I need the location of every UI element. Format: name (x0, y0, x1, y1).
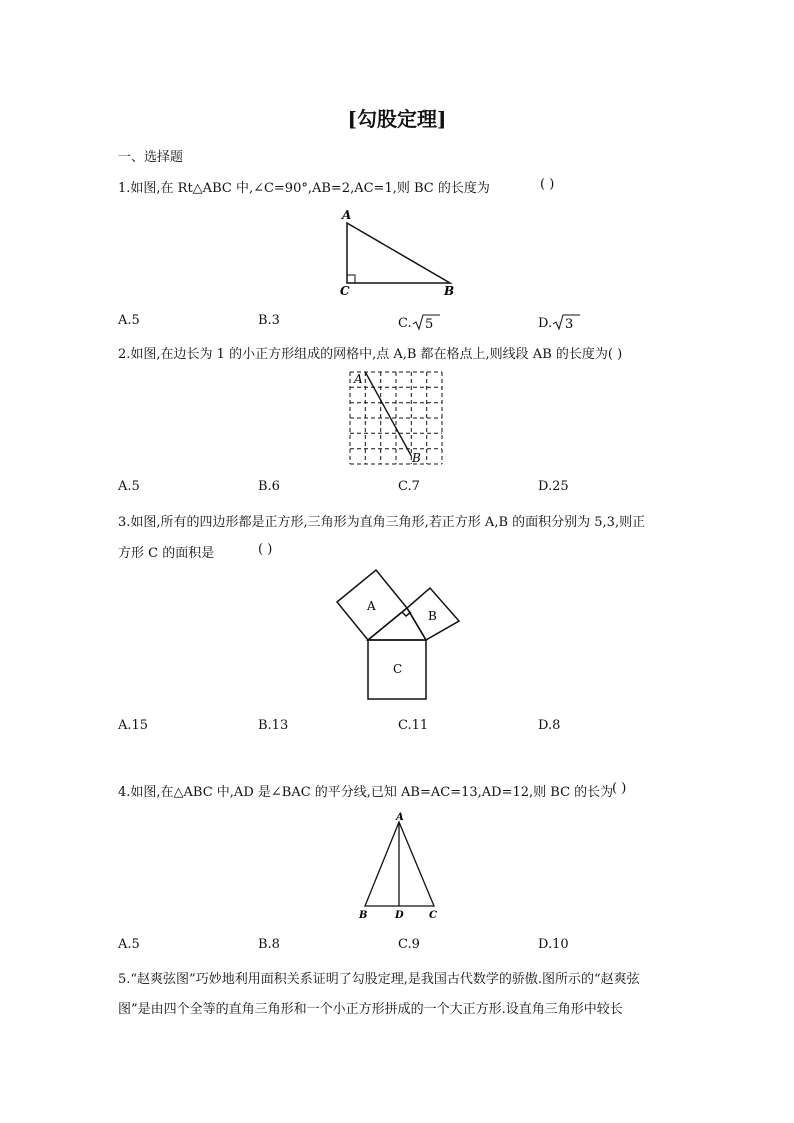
question-5-line-2: 图”是由四个全等的直角三角形和一个小正方形拼成的一个大正方形.设直角三角形中较长 (118, 1002, 623, 1017)
question-3-paren: ( ) (258, 542, 273, 557)
question-4-text: 4.如图,在△ABC 中,AD 是∠BAC 的平分线,已知 AB=AC=13,AD=12,则 BC 的长为 (118, 785, 614, 800)
right-angle-mark (347, 275, 355, 283)
q3-option-d: D.8 (538, 718, 561, 733)
right-triangle (368, 608, 426, 640)
figure-right-triangle (330, 205, 470, 300)
label-d: D (395, 910, 404, 921)
q1-option-b: B.3 (258, 313, 280, 328)
label-b: B (444, 284, 455, 298)
label-b: B (412, 451, 421, 465)
page-title: [勾股定理] (347, 107, 447, 131)
q1-radicand-d: 3 (565, 317, 574, 331)
q3-option-c: C.11 (398, 718, 429, 733)
q1-option-d-label: D. (538, 316, 553, 331)
label-b: B (359, 910, 368, 921)
right-angle-mark (402, 612, 411, 616)
q1-radicand-c: 5 (424, 317, 433, 331)
q1-option-c (398, 313, 442, 331)
label-a: A (342, 208, 352, 222)
sqrt-symbol-icon (552, 313, 582, 331)
sqrt-symbol-icon (412, 313, 442, 331)
q2-option-c: C.7 (398, 479, 420, 494)
label-a: A (396, 812, 404, 823)
label-a: A (354, 372, 363, 386)
q2-option-b: B.6 (258, 479, 280, 494)
triangle-abc (347, 223, 450, 283)
segment-ab (365, 372, 411, 456)
question-1-text: 1.如图,在 Rt△ABC 中,∠C=90°,AB=2,AC=1,则 BC 的长度为 (118, 181, 490, 196)
figure-squares (330, 568, 470, 708)
q4-option-b: B.8 (258, 937, 280, 952)
label-square-c: C (393, 662, 403, 676)
q2-option-d: D.25 (538, 479, 569, 494)
label-square-b: B (428, 609, 437, 623)
question-3-line-1: 3.如图,所有的四边形都是正方形,三角形为直角三角形,若正方形 A,B 的面积分别为 5,3,则正 (118, 515, 646, 530)
q3-option-a: A.15 (118, 718, 149, 733)
question-1-paren: ( ) (540, 177, 555, 192)
q2-option-a: A.5 (118, 479, 140, 494)
q4-option-c: C.9 (398, 937, 420, 952)
q1-option-d (538, 313, 582, 331)
q4-option-d: D.10 (538, 937, 569, 952)
label-c: C (429, 910, 437, 921)
question-2-text: 2.如图,在边长为 1 的小正方形组成的网格中,点 A,B 都在格点上,则线段 AB 的长度为( ) (118, 347, 623, 362)
question-5-line-1: 5.“赵爽弦图”巧妙地利用面积关系证明了勾股定理,是我国古代数学的骄傲.图所示的“赵爽弦 (118, 972, 640, 987)
label-square-a: A (367, 599, 376, 613)
grid-lines (350, 372, 442, 464)
q3-option-b: B.13 (258, 718, 289, 733)
label-c: C (340, 284, 350, 298)
question-3-line-2: 方形 C 的面积是 (118, 546, 215, 561)
q1-option-a: A.5 (118, 313, 140, 328)
figure-grid (345, 367, 450, 469)
figure-isosceles-triangle (350, 810, 450, 925)
section-heading: 一、选择题 (118, 150, 184, 165)
question-4-paren: ( ) (612, 781, 627, 796)
q1-option-c-label: C. (398, 316, 412, 331)
q4-option-a: A.5 (118, 937, 140, 952)
